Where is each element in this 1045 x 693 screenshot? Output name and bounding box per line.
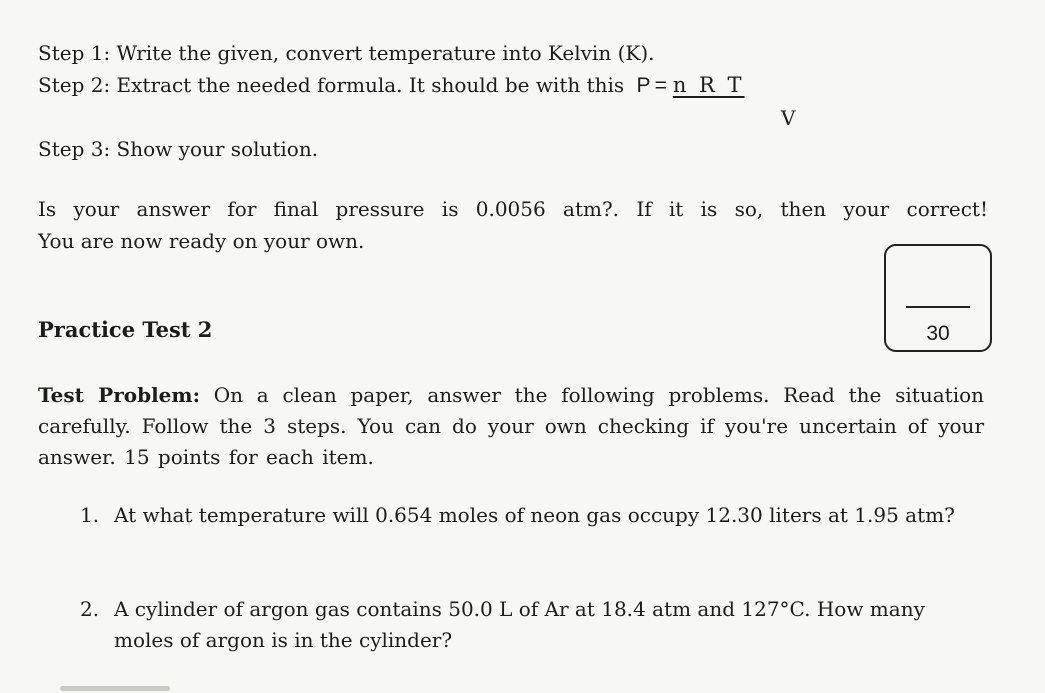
score-blank-line [906,306,970,308]
formula-numerator: n R T [672,73,745,97]
problem-number: 1. [80,503,100,527]
problem-item [80,500,970,531]
problem-item [80,594,970,656]
problem-text: A cylinder of argon gas contains 50.0 L of Ar at 18.4 atm and 127°C. How many moles of argon is in the cylinder? [114,597,925,652]
step-2-line [38,72,745,99]
formula-denominator: V [781,106,796,130]
answer-check-text: Is your answer for final pressure is 0.0056 atm?. If it is so, then your correct! [38,197,988,221]
practice-test-title: Practice Test 2 [38,317,213,342]
page-smudge [60,686,170,691]
score-total: 30 [926,322,950,345]
problem-number: 2. [80,597,100,621]
ready-text: You are now ready on your own. [38,229,365,253]
step-1-text: Step 1: Write the given, convert temperature into Kelvin (K). [38,41,655,65]
test-instructions [38,380,984,473]
formula-equals: = [654,74,667,97]
formula-lhs: P [636,74,651,97]
step-2-text: Step 2: Extract the needed formula. It should be with this [38,73,625,97]
step-3-text: Step 3: Show your solution. [38,137,319,161]
instructions-text: On a clean paper, answer the following problems. Read the situation carefully. Follow the 3 steps. You can do your own checking if you're uncertain of your answer. 15 points for each item. [38,383,985,469]
ideal-gas-formula [637,72,745,99]
instructions-lead: Test Problem: [38,383,200,407]
score-box [884,244,992,352]
problem-text: At what temperature will 0.654 moles of neon gas occupy 12.30 liters at 1.95 atm? [114,503,955,527]
